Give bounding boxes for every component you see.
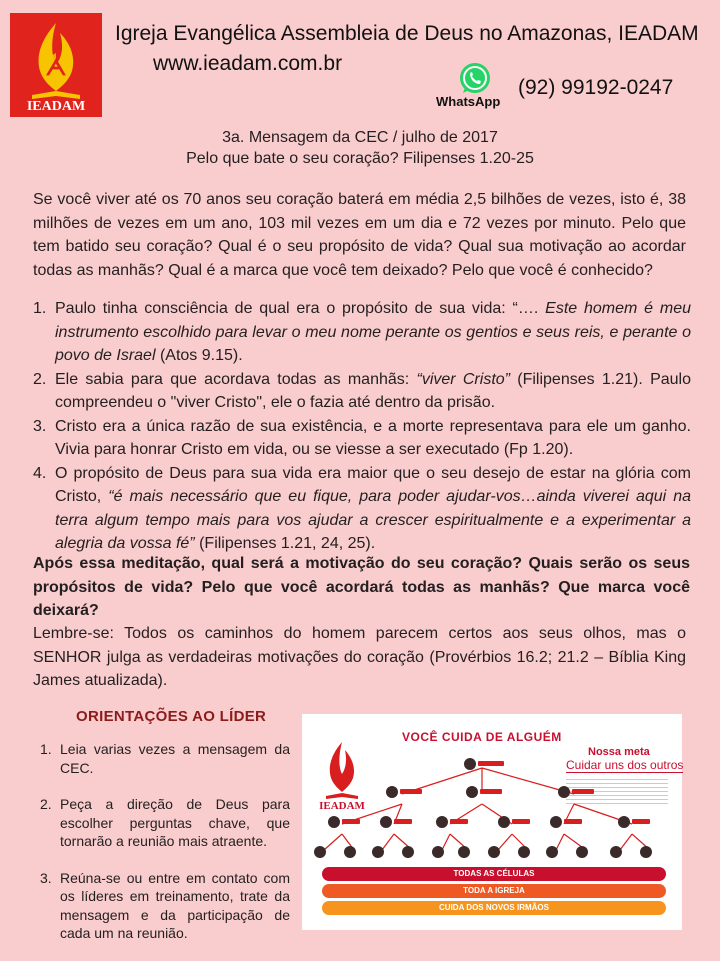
band-label: CUIDA DOS NOVOS IRMÃOS <box>439 903 549 912</box>
list-item <box>33 415 691 462</box>
item-text: Paulo tinha consciência de qual era o propósito de sua vida: “…. <box>55 300 546 317</box>
list-item <box>38 795 290 851</box>
item-text: Reúna-se ou entre em contato com os líderes em treinamento, trate da mensagem e da participação de cada um na reunião. <box>60 869 290 941</box>
band-label: TODA A IGREJA <box>463 886 525 895</box>
list-item <box>38 869 290 943</box>
whatsapp-label: WhatsApp <box>436 94 501 109</box>
list-item <box>33 368 691 415</box>
item-reference: (Filipenses 1.21, 24, 25). <box>194 535 376 552</box>
website-link[interactable]: www.ieadam.com.br <box>153 52 343 75</box>
list-item <box>33 297 691 368</box>
item-text: O propósito de Deus para sua vida era maior que o seu desejo de estar na glória com Cristo, <box>55 464 691 505</box>
list-item <box>38 740 290 777</box>
ieadam-logo <box>10 13 102 117</box>
guide-list <box>38 740 290 961</box>
item-quote: “viver Cristo” <box>416 370 510 388</box>
item-reference: (Filipenses 1.21). Paulo compreendeu o "viver Cristo", ele o fazia até dentro da prisão. <box>55 370 692 411</box>
panel-logo-text: IEADAM <box>319 800 365 812</box>
item-number: 4. <box>33 464 47 482</box>
guide-title: ORIENTAÇÕES AO LÍDER <box>76 708 267 725</box>
whatsapp-icon <box>455 61 495 97</box>
item-text: Peça a direção de Deus para escolher perguntas chave, que tornarão a reunião mais atraente. <box>60 796 290 849</box>
item-number: 2. <box>40 796 52 812</box>
item-quote: Este homem é meu instrumento escolhido para levar o meu nome perante os gentios e seus reis, e perante o povo de Israel <box>55 300 691 364</box>
message-heading <box>0 127 720 169</box>
band-novos-irmaos <box>322 901 666 915</box>
item-quote: “é mais necessário que eu fique, para poder ajudar-vos…ainda viverei aqui na terra algum tempo mais para vos ajudar a crescer espiritualmente e a experimentar a alegria da vossa fé” <box>55 488 692 552</box>
item-text: Cristo era a única razão de sua existência, e a morte representava para ele um ganho. Vivia para honrar Cristo em vida, ou se viesse a ser executado (Fp 1.20). <box>55 417 691 458</box>
points-list <box>33 297 691 556</box>
list-item <box>33 462 691 556</box>
phone-number: (92) 99192-0247 <box>518 76 674 99</box>
care-diagram-panel <box>302 714 682 930</box>
reminder-paragraph: Lembre-se: Todos os caminhos do homem parecem certos aos seus olhos, mas o SENHOR julga as verdadeiras motivações do coração (Provérbios 16.2; 21.2 – Bíblia King James atualizada). <box>33 625 686 689</box>
band-toda-igreja <box>322 884 666 898</box>
item-text: Ele sabia para que acordava todas as manhãs: <box>55 370 417 388</box>
svg-text:ᗅ: ᗅ <box>45 55 67 80</box>
panel-title: VOCÊ CUIDA DE ALGUÉM <box>402 730 562 744</box>
item-number: 1. <box>33 300 47 317</box>
item-number: 3. <box>40 869 52 886</box>
band-todas-celulas <box>322 867 666 881</box>
goal-subtitle: Cuidar uns dos outros <box>566 758 684 772</box>
item-number: 2. <box>33 370 47 388</box>
item-number: 3. <box>33 417 47 435</box>
item-text: Leia varias vezes a mensagem da CEC. <box>60 741 290 776</box>
item-number: 1. <box>40 741 52 757</box>
band-label: TODAS AS CÉLULAS <box>453 869 535 878</box>
message-title: Pelo que bate o seu coração? Filipenses 1.20-25 <box>186 150 534 167</box>
goal-title: Nossa meta <box>588 746 650 758</box>
intro-paragraph: Se você viver até os 70 anos seu coração baterá em média 2,5 bilhões de vezes, isto é, 38 milhões de vezes em um ano, 103 mil vezes em um dia e 72 vezes por minuto. Pelo que tem batido seu coração? Qual é o seu propósito de vida? Qual sua motivação ao acordar todas as manhãs? Qual é a marca que você tem deixado? Pelo que você é conhecido? <box>33 191 686 279</box>
item-reference: (Atos 9.15). <box>155 347 243 364</box>
logo-text: IEADAM <box>26 99 86 114</box>
org-name: Igreja Evangélica Assembleia de Deus no Amazonas, IEADAM <box>115 22 699 45</box>
reflection-question: Após essa meditação, qual será a motivação do seu coração? Quais serão os seus propósitos de vida? Pelo que você acordará todas as manhãs? Que marca você deixará? <box>33 555 690 619</box>
message-number: 3a. Mensagem da CEC / julho de 2017 <box>222 129 498 146</box>
